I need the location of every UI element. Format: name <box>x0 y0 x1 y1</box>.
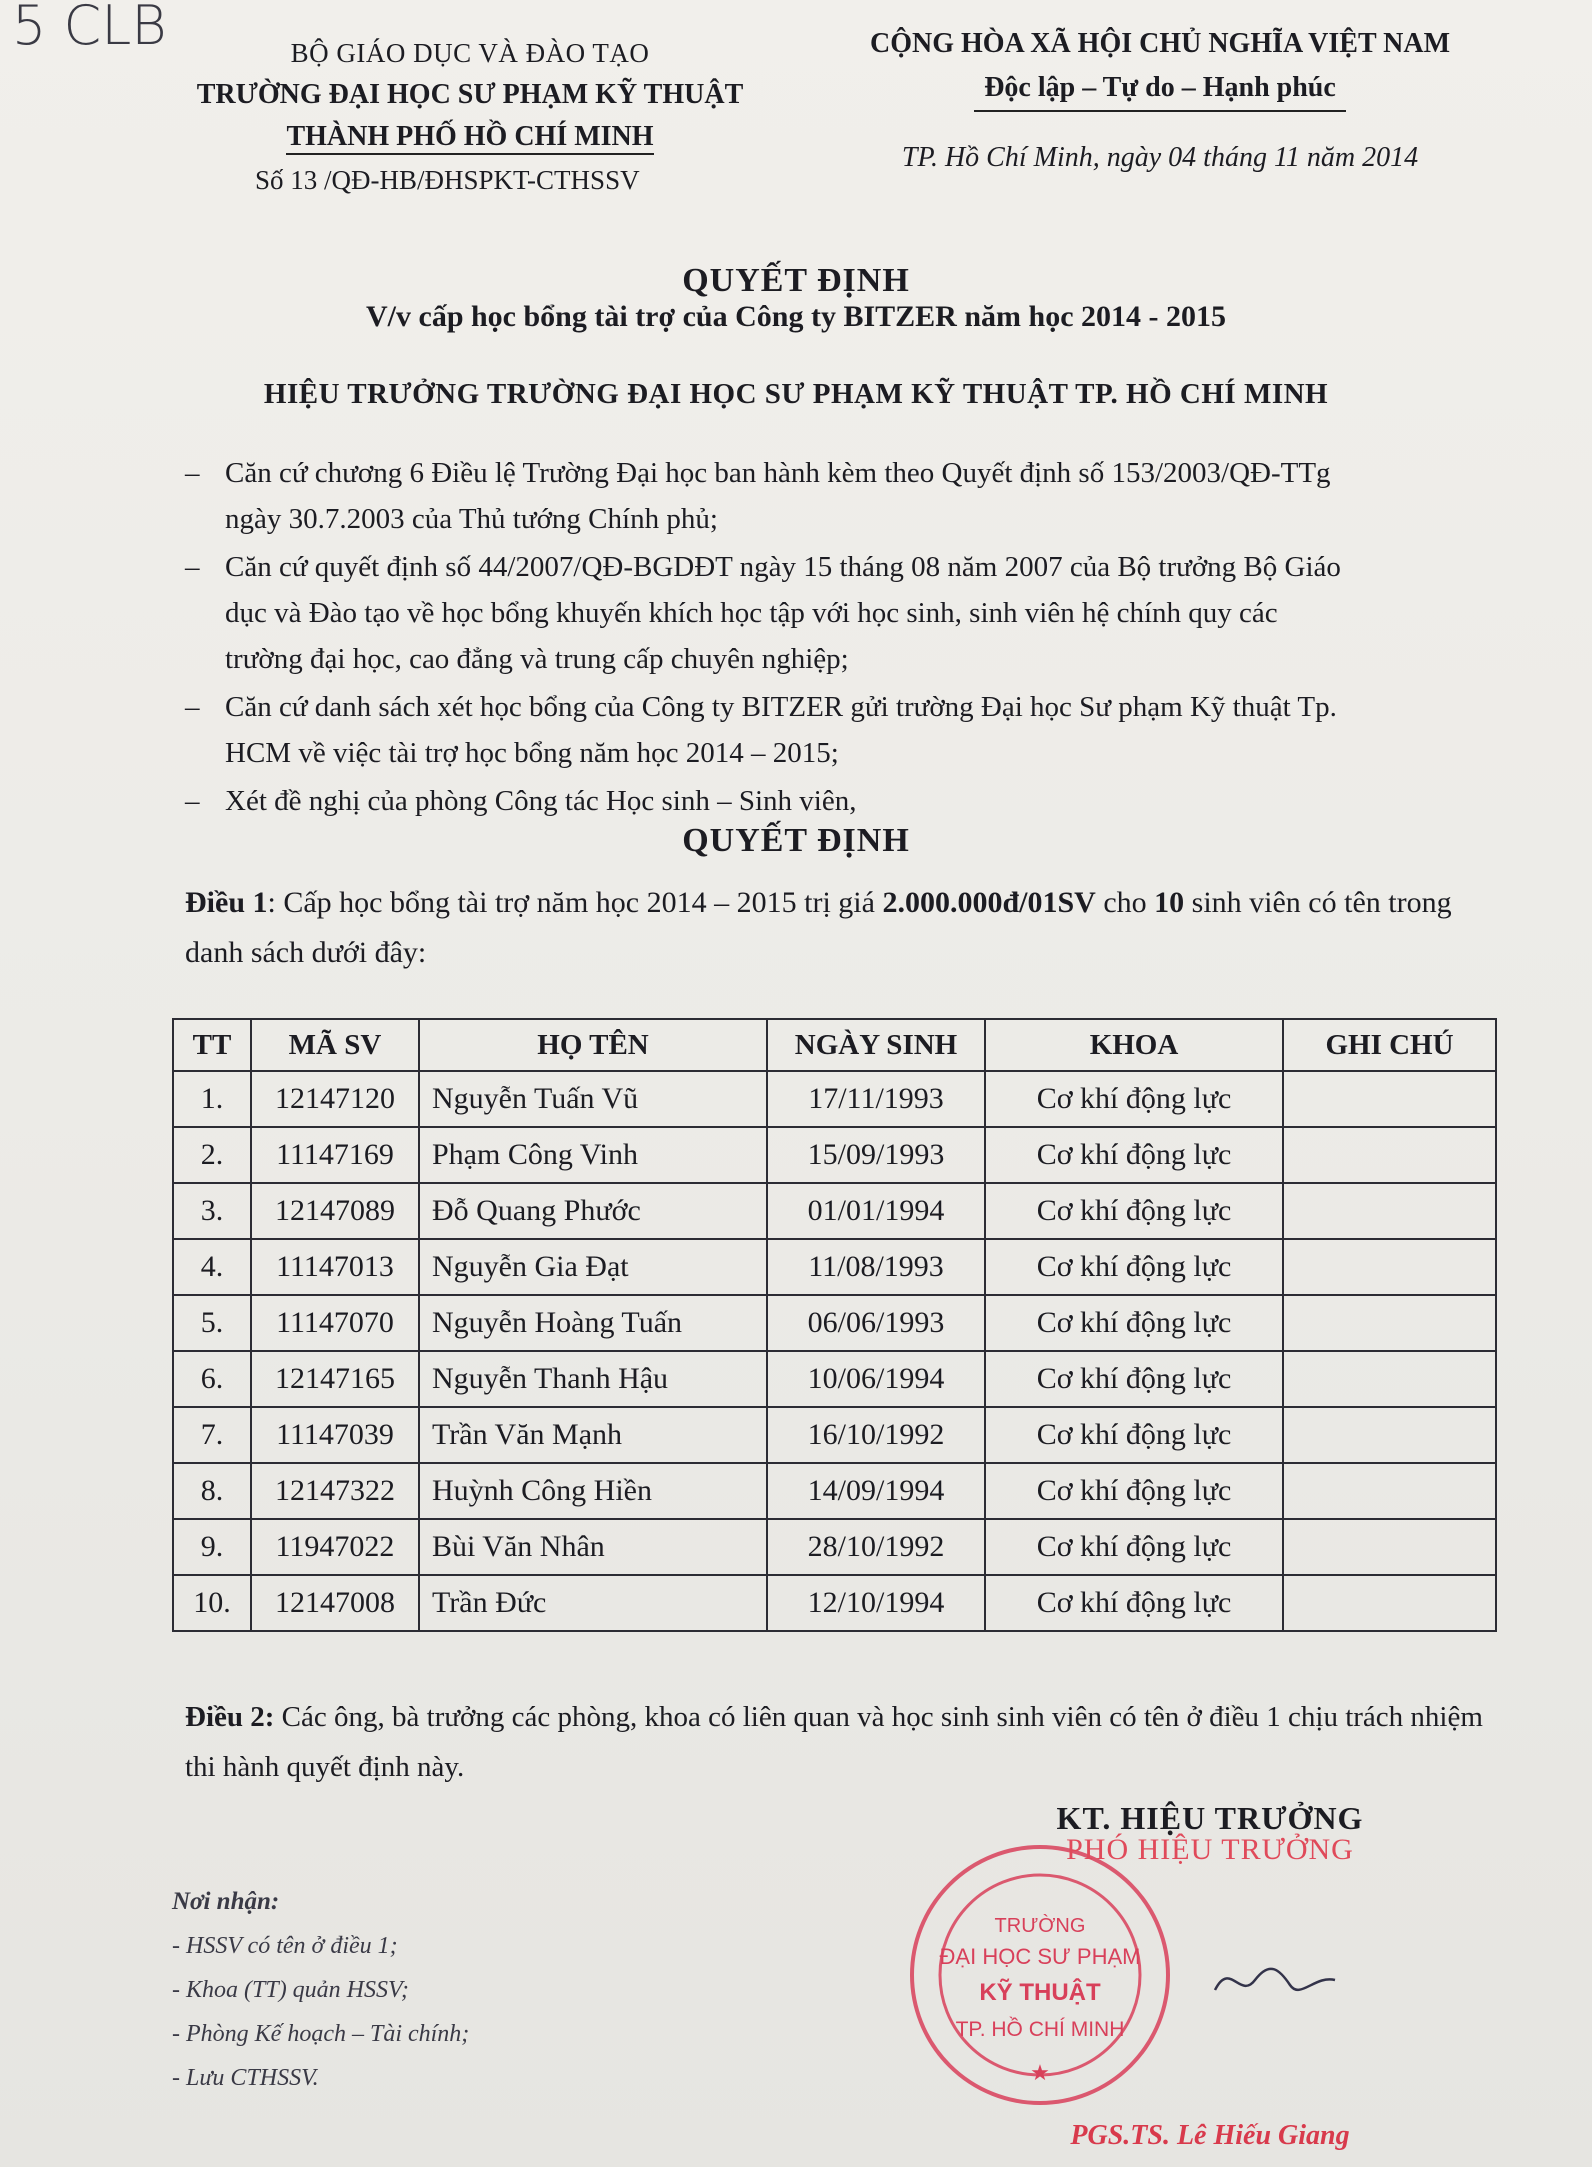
table-cell <box>1283 1127 1496 1183</box>
table-row <box>173 1575 1496 1631</box>
decision-subject: V/v cấp học bổng tài trợ của Công ty BITZER năm học 2014 - 2015 <box>366 300 1226 333</box>
student-table <box>172 1018 1497 1632</box>
table-row <box>173 1463 1496 1519</box>
basis-item: – Căn cứ danh sách xét học bổng của Công ty BITZER gửi trường Đại học Sư phạm Kỹ thuật Tp. HCM về việc tài trợ học bổng năm học 2014 – 2015; <box>185 684 1495 776</box>
col-header: NGÀY SINH <box>767 1019 985 1071</box>
table-cell: Cơ khí động lực <box>985 1351 1283 1407</box>
table-cell: Nguyễn Thanh Hậu <box>419 1351 767 1407</box>
table-cell: Cơ khí động lực <box>985 1239 1283 1295</box>
table-cell: 10. <box>173 1575 251 1631</box>
recipient-item: - Lưu CTHSSV. <box>172 2065 319 2091</box>
table-cell: 16/10/1992 <box>767 1407 985 1463</box>
col-header: TT <box>173 1019 251 1071</box>
decision-title: QUYẾT ĐỊNH <box>682 262 910 299</box>
table-cell: Phạm Công Vinh <box>419 1127 767 1183</box>
table-row <box>173 1239 1496 1295</box>
table-cell <box>1283 1071 1496 1127</box>
article-1: Điều 1: Cấp học bổng tài trợ năm học 2014 – 2015 trị giá 2.000.000đ/01SV cho 10 sinh viên có tên trong danh sách dưới đây: <box>185 886 1452 969</box>
table-cell: 1. <box>173 1071 251 1127</box>
basis-item: – Căn cứ quyết định số 44/2007/QĐ-BGDĐT ngày 15 tháng 08 năm 2007 của Bộ trưởng Bộ Giáo dục và Đào tạo về học bổng khuyến khích học tập với học sinh, sinh viên hệ chính quy các trường đại học, cao đẳng và trung cấp chuyên nghiệp; <box>185 544 1495 682</box>
table-cell: Cơ khí động lực <box>985 1575 1283 1631</box>
table-cell: 12147120 <box>251 1071 419 1127</box>
table-cell: 06/06/1993 <box>767 1295 985 1351</box>
svg-text:TRƯỜNG: TRƯỜNG <box>994 1915 1086 1937</box>
table-row <box>173 1183 1496 1239</box>
article-2-label: Điều 2: <box>185 1701 275 1733</box>
table-cell: 11147013 <box>251 1239 419 1295</box>
col-header: KHOA <box>985 1019 1283 1071</box>
col-header: GHI CHÚ <box>1283 1019 1496 1071</box>
table-header-row <box>173 1019 1496 1071</box>
table-cell <box>1283 1351 1496 1407</box>
place-date: TP. Hồ Chí Minh, ngày 04 tháng 11 năm 2014 <box>901 142 1419 173</box>
signer-name: PGS.TS. Lê Hiếu Giang <box>1070 2120 1350 2151</box>
table-cell: Nguyễn Hoàng Tuấn <box>419 1295 767 1351</box>
national-motto: Độc lập – Tự do – Hạnh phúc <box>974 72 1346 112</box>
table-cell: Cơ khí động lực <box>985 1071 1283 1127</box>
table-cell: 5. <box>173 1295 251 1351</box>
red-seal-stamp <box>905 1840 1175 2110</box>
table-row <box>173 1351 1496 1407</box>
table-cell: 12147089 <box>251 1183 419 1239</box>
table-cell: Cơ khí động lực <box>985 1295 1283 1351</box>
table-cell: Trần Đức <box>419 1575 767 1631</box>
table-cell: Huỳnh Công Hiền <box>419 1463 767 1519</box>
table-cell: Bùi Văn Nhân <box>419 1519 767 1575</box>
table-cell: 9. <box>173 1519 251 1575</box>
basis-item: – Xét đề nghị của phòng Công tác Học sinh – Sinh viên, <box>185 778 1495 824</box>
table-cell: 01/01/1994 <box>767 1183 985 1239</box>
national-header <box>840 28 1480 174</box>
table-cell: Nguyễn Gia Đạt <box>419 1239 767 1295</box>
svg-text:ĐẠI HỌC SƯ PHẠM: ĐẠI HỌC SƯ PHẠM <box>939 1944 1141 1969</box>
table-cell: 2. <box>173 1127 251 1183</box>
recipients-heading: Nơi nhận: <box>172 1888 280 1915</box>
table-cell: Cơ khí động lực <box>985 1407 1283 1463</box>
signer-subtitle: PHÓ HIỆU TRƯỞNG <box>1066 1833 1354 1866</box>
school-name: TRƯỜNG ĐẠI HỌC SƯ PHẠM KỸ THUẬT <box>196 79 744 110</box>
table-row <box>173 1407 1496 1463</box>
table-cell <box>1283 1519 1496 1575</box>
basis-item: – Căn cứ chương 6 Điều lệ Trường Đại học ban hành kèm theo Quyết định số 153/2003/QĐ-TTg ngày 30.7.2003 của Thủ tướng Chính phủ; <box>185 450 1495 542</box>
table-row <box>173 1071 1496 1127</box>
recipient-item: - HSSV có tên ở điều 1; <box>172 1933 398 1959</box>
table-cell: 6. <box>173 1351 251 1407</box>
scholarship-amount: 2.000.000đ/01SV <box>882 886 1096 919</box>
issuer-header <box>160 38 780 196</box>
recipient-item: - Phòng Kế hoạch – Tài chính; <box>172 2021 470 2047</box>
table-cell <box>1283 1463 1496 1519</box>
svg-text:KỸ THUẬT: KỸ THUẬT <box>979 1979 1101 2006</box>
issuing-authority: HIỆU TRƯỞNG TRƯỜNG ĐẠI HỌC SƯ PHẠM KỸ THUẬT TP. HỒ CHÍ MINH <box>263 378 1329 410</box>
table-cell: 3. <box>173 1183 251 1239</box>
table-row <box>173 1295 1496 1351</box>
student-count: 10 <box>1154 886 1185 919</box>
table-cell: 11147070 <box>251 1295 419 1351</box>
table-cell: 8. <box>173 1463 251 1519</box>
table-cell: Cơ khí động lực <box>985 1127 1283 1183</box>
country-name: CỘNG HÒA XÃ HỘI CHỦ NGHĨA VIỆT NAM <box>869 28 1451 59</box>
col-header: HỌ TÊN <box>419 1019 767 1071</box>
recipient-item: - Khoa (TT) quản HSSV; <box>172 1977 409 2003</box>
table-cell: 12/10/1994 <box>767 1575 985 1631</box>
col-header: MÃ SV <box>251 1019 419 1071</box>
article-1-label: Điều 1 <box>185 886 268 919</box>
table-row <box>173 1519 1496 1575</box>
signer-title: KT. HIỆU TRƯỞNG <box>1056 1800 1364 1836</box>
table-cell <box>1283 1183 1496 1239</box>
table-cell: Cơ khí động lực <box>985 1183 1283 1239</box>
table-cell: 11147039 <box>251 1407 419 1463</box>
table-cell: 14/09/1994 <box>767 1463 985 1519</box>
table-cell: Cơ khí động lực <box>985 1519 1283 1575</box>
table-cell: Nguyễn Tuấn Vũ <box>419 1071 767 1127</box>
table-cell: 12147165 <box>251 1351 419 1407</box>
table-cell: 11947022 <box>251 1519 419 1575</box>
table-cell: 11147169 <box>251 1127 419 1183</box>
table-cell <box>1283 1239 1496 1295</box>
table-cell <box>1283 1295 1496 1351</box>
handwritten-signature <box>1210 1950 1340 2010</box>
table-cell: 12147322 <box>251 1463 419 1519</box>
table-cell: Đỗ Quang Phước <box>419 1183 767 1239</box>
table-cell: 15/09/1993 <box>767 1127 985 1183</box>
handwritten-note: 5 CLB <box>12 0 167 57</box>
table-cell <box>1283 1575 1496 1631</box>
article-2: Điều 2: Các ông, bà trưởng các phòng, khoa có liên quan và học sinh sinh viên có tên ở điều 1 chịu trách nhiệm thi hành quyết định này. <box>185 1701 1483 1783</box>
recipients <box>172 1880 469 2100</box>
table-cell: 7. <box>173 1407 251 1463</box>
svg-text:TP. HỒ CHÍ MINH: TP. HỒ CHÍ MINH <box>955 2018 1125 2041</box>
svg-text:★: ★ <box>1030 2060 1050 2085</box>
table-cell: Trần Văn Mạnh <box>419 1407 767 1463</box>
table-cell: 4. <box>173 1239 251 1295</box>
table-cell: 12147008 <box>251 1575 419 1631</box>
ministry-name: BỘ GIÁO DỤC VÀ ĐÀO TẠO <box>290 38 650 68</box>
table-cell: Cơ khí động lực <box>985 1463 1283 1519</box>
table-row <box>173 1127 1496 1183</box>
table-cell <box>1283 1407 1496 1463</box>
table-cell: 10/06/1994 <box>767 1351 985 1407</box>
school-city: THÀNH PHỐ HỒ CHÍ MINH <box>286 121 653 155</box>
legal-basis-list <box>185 450 1495 826</box>
document-number: Số 13 /QĐ-HB/ĐHSPKT-CTHSSV <box>255 165 640 195</box>
table-cell: 11/08/1993 <box>767 1239 985 1295</box>
decision-heading: QUYẾT ĐỊNH <box>682 822 910 859</box>
table-cell: 17/11/1993 <box>767 1071 985 1127</box>
table-cell: 28/10/1992 <box>767 1519 985 1575</box>
